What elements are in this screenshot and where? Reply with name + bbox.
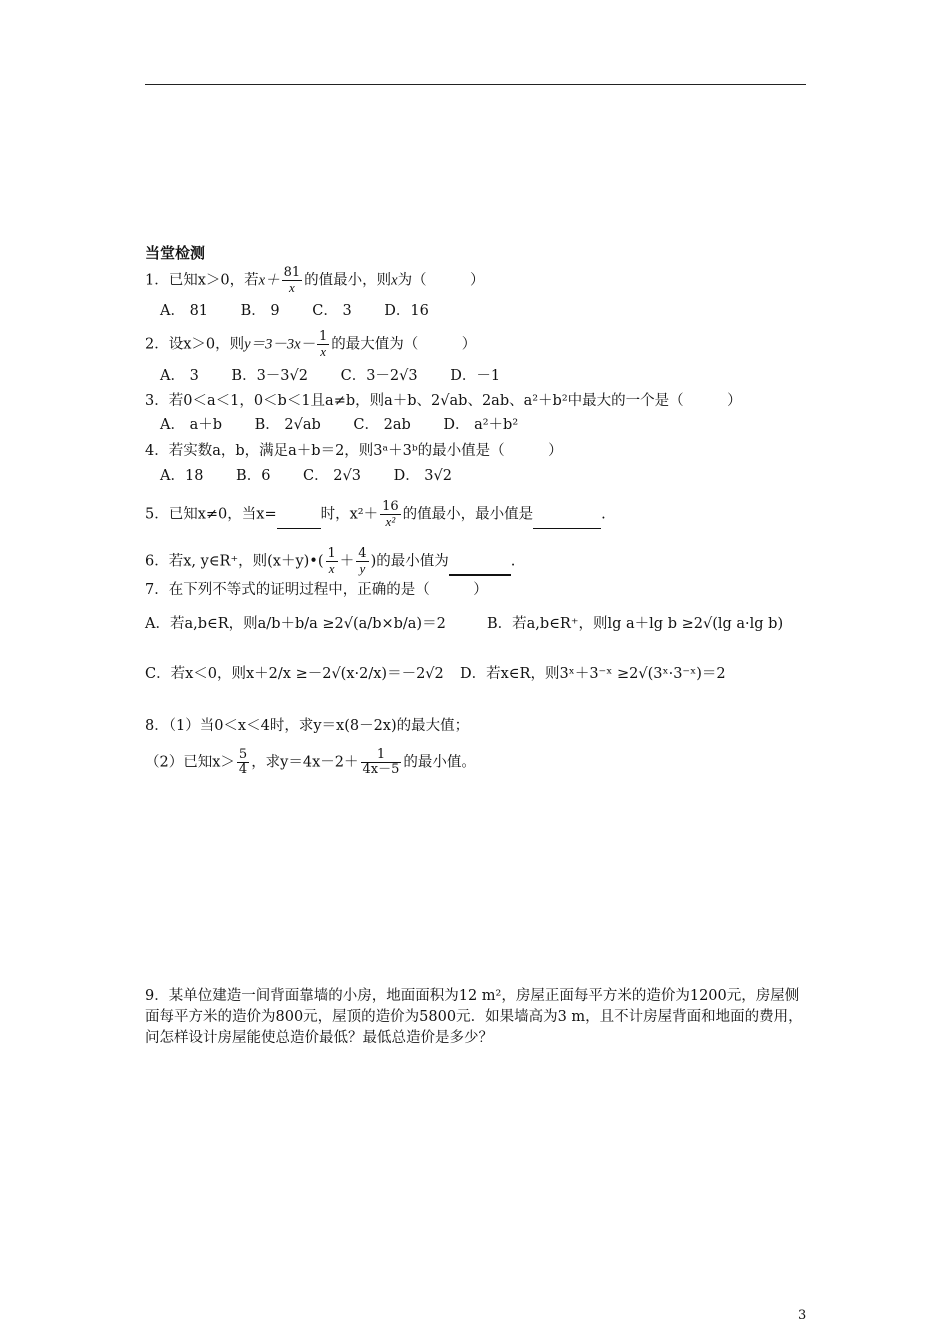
question-3-options: A． a＋b B． 2√ab C． 2ab D． a²＋b² [160, 417, 519, 433]
fraction: $\frac{16}{\text{x²}}$ [382, 499, 399, 529]
fraction: $\frac{4}{y}$ [358, 546, 367, 576]
fraction: $\frac{81}{x}$ [283, 265, 301, 295]
fraction: $\frac{1}{4x-5}$ [362, 747, 400, 777]
answer-blank[interactable] [449, 574, 511, 576]
section-title: 当堂检测 [145, 244, 206, 262]
header-rule [145, 84, 806, 85]
answer-blank[interactable] [277, 528, 321, 529]
question-7-option-a[interactable]: A．若a,b∈R，则a/b＋b/a ≥2√(a/b×b/a)＝2 [145, 616, 446, 632]
question-3: 3．若0＜a＜1，0＜b＜1且a≠b，则a＋b、2√ab、2ab、a²＋b²中最大的一个是（ ） [145, 393, 742, 409]
question-7-option-b[interactable]: B．若a,b∈R⁺，则lg a＋lg b ≥2√(lg a·lg b) [487, 616, 784, 632]
question-4-options: A．18 B．6 C． 2√3 D． 3√2 [160, 468, 452, 484]
question-2: 2．设x＞0，则y＝3－3x－ $\frac{1}{x}$ 的最大值为（ ） [145, 329, 477, 359]
question-7-option-c[interactable]: C．若x＜0，则x＋2/x ≥－2√(x·2/x)＝－2√2 [145, 666, 444, 682]
question-8-part-2: （2）已知x＞ $\frac{5}{4}$ ，求y＝4x－2＋ $\frac{1}{4x-5}$ 的最小值。 [145, 747, 476, 777]
question-7-option-d[interactable]: D．若x∈R，则3ˣ＋3⁻ˣ ≥2√(3ˣ·3⁻ˣ)＝2 [460, 666, 726, 682]
page-number: 3 [798, 1308, 807, 1323]
question-9: 9．某单位建造一间背面靠墙的小房，地面面积为12 m²，房屋正面每平方米的造价为1200元，房屋侧面每平方米的造价为800元，屋顶的造价为5800元．如果墙高为3 m，且不计房屋背面和地面的费用，问怎样设计房屋能使总造价最低？最低总造价是多少？ [145, 988, 803, 1046]
fraction: $\frac{5}{4}$ [238, 747, 248, 777]
question-2-options: A． 3 B．3－3√2 C．3－2√3 D．－1 [160, 368, 501, 384]
question-8-part-1: 8．（1）当0＜x＜4时，求y＝x(8－2x)的最大值； [145, 718, 470, 734]
question-1: 1．已知x＞0，若x＋ $\frac{81}{x}$ 的值最小，则x为（ ） [145, 265, 485, 295]
question-5: 5．已知x≠0，当x= 时，x²＋ $\frac{16}{\text{x²}}$ 的值最小，最小值是 . [145, 499, 606, 529]
fraction: $\frac{1}{x}$ [319, 329, 328, 359]
question-4: 4．若实数a，b，满足a＋b＝2，则3ᵃ＋3ᵇ的最小值是（ ） [145, 443, 563, 459]
fraction: $\frac{1}{x}$ [327, 546, 336, 576]
question-6: 6．若x, y∈R⁺，则(x＋y)•( $\frac{1}{x}$ ＋ $\frac{4}{y}$ )的最小值为 . [145, 546, 516, 576]
question-7: 7．在下列不等式的证明过程中，正确的是（ ） [145, 582, 488, 598]
answer-blank[interactable] [533, 528, 601, 529]
question-1-options: A． 81 B． 9 C． 3 D．16 [160, 303, 429, 319]
